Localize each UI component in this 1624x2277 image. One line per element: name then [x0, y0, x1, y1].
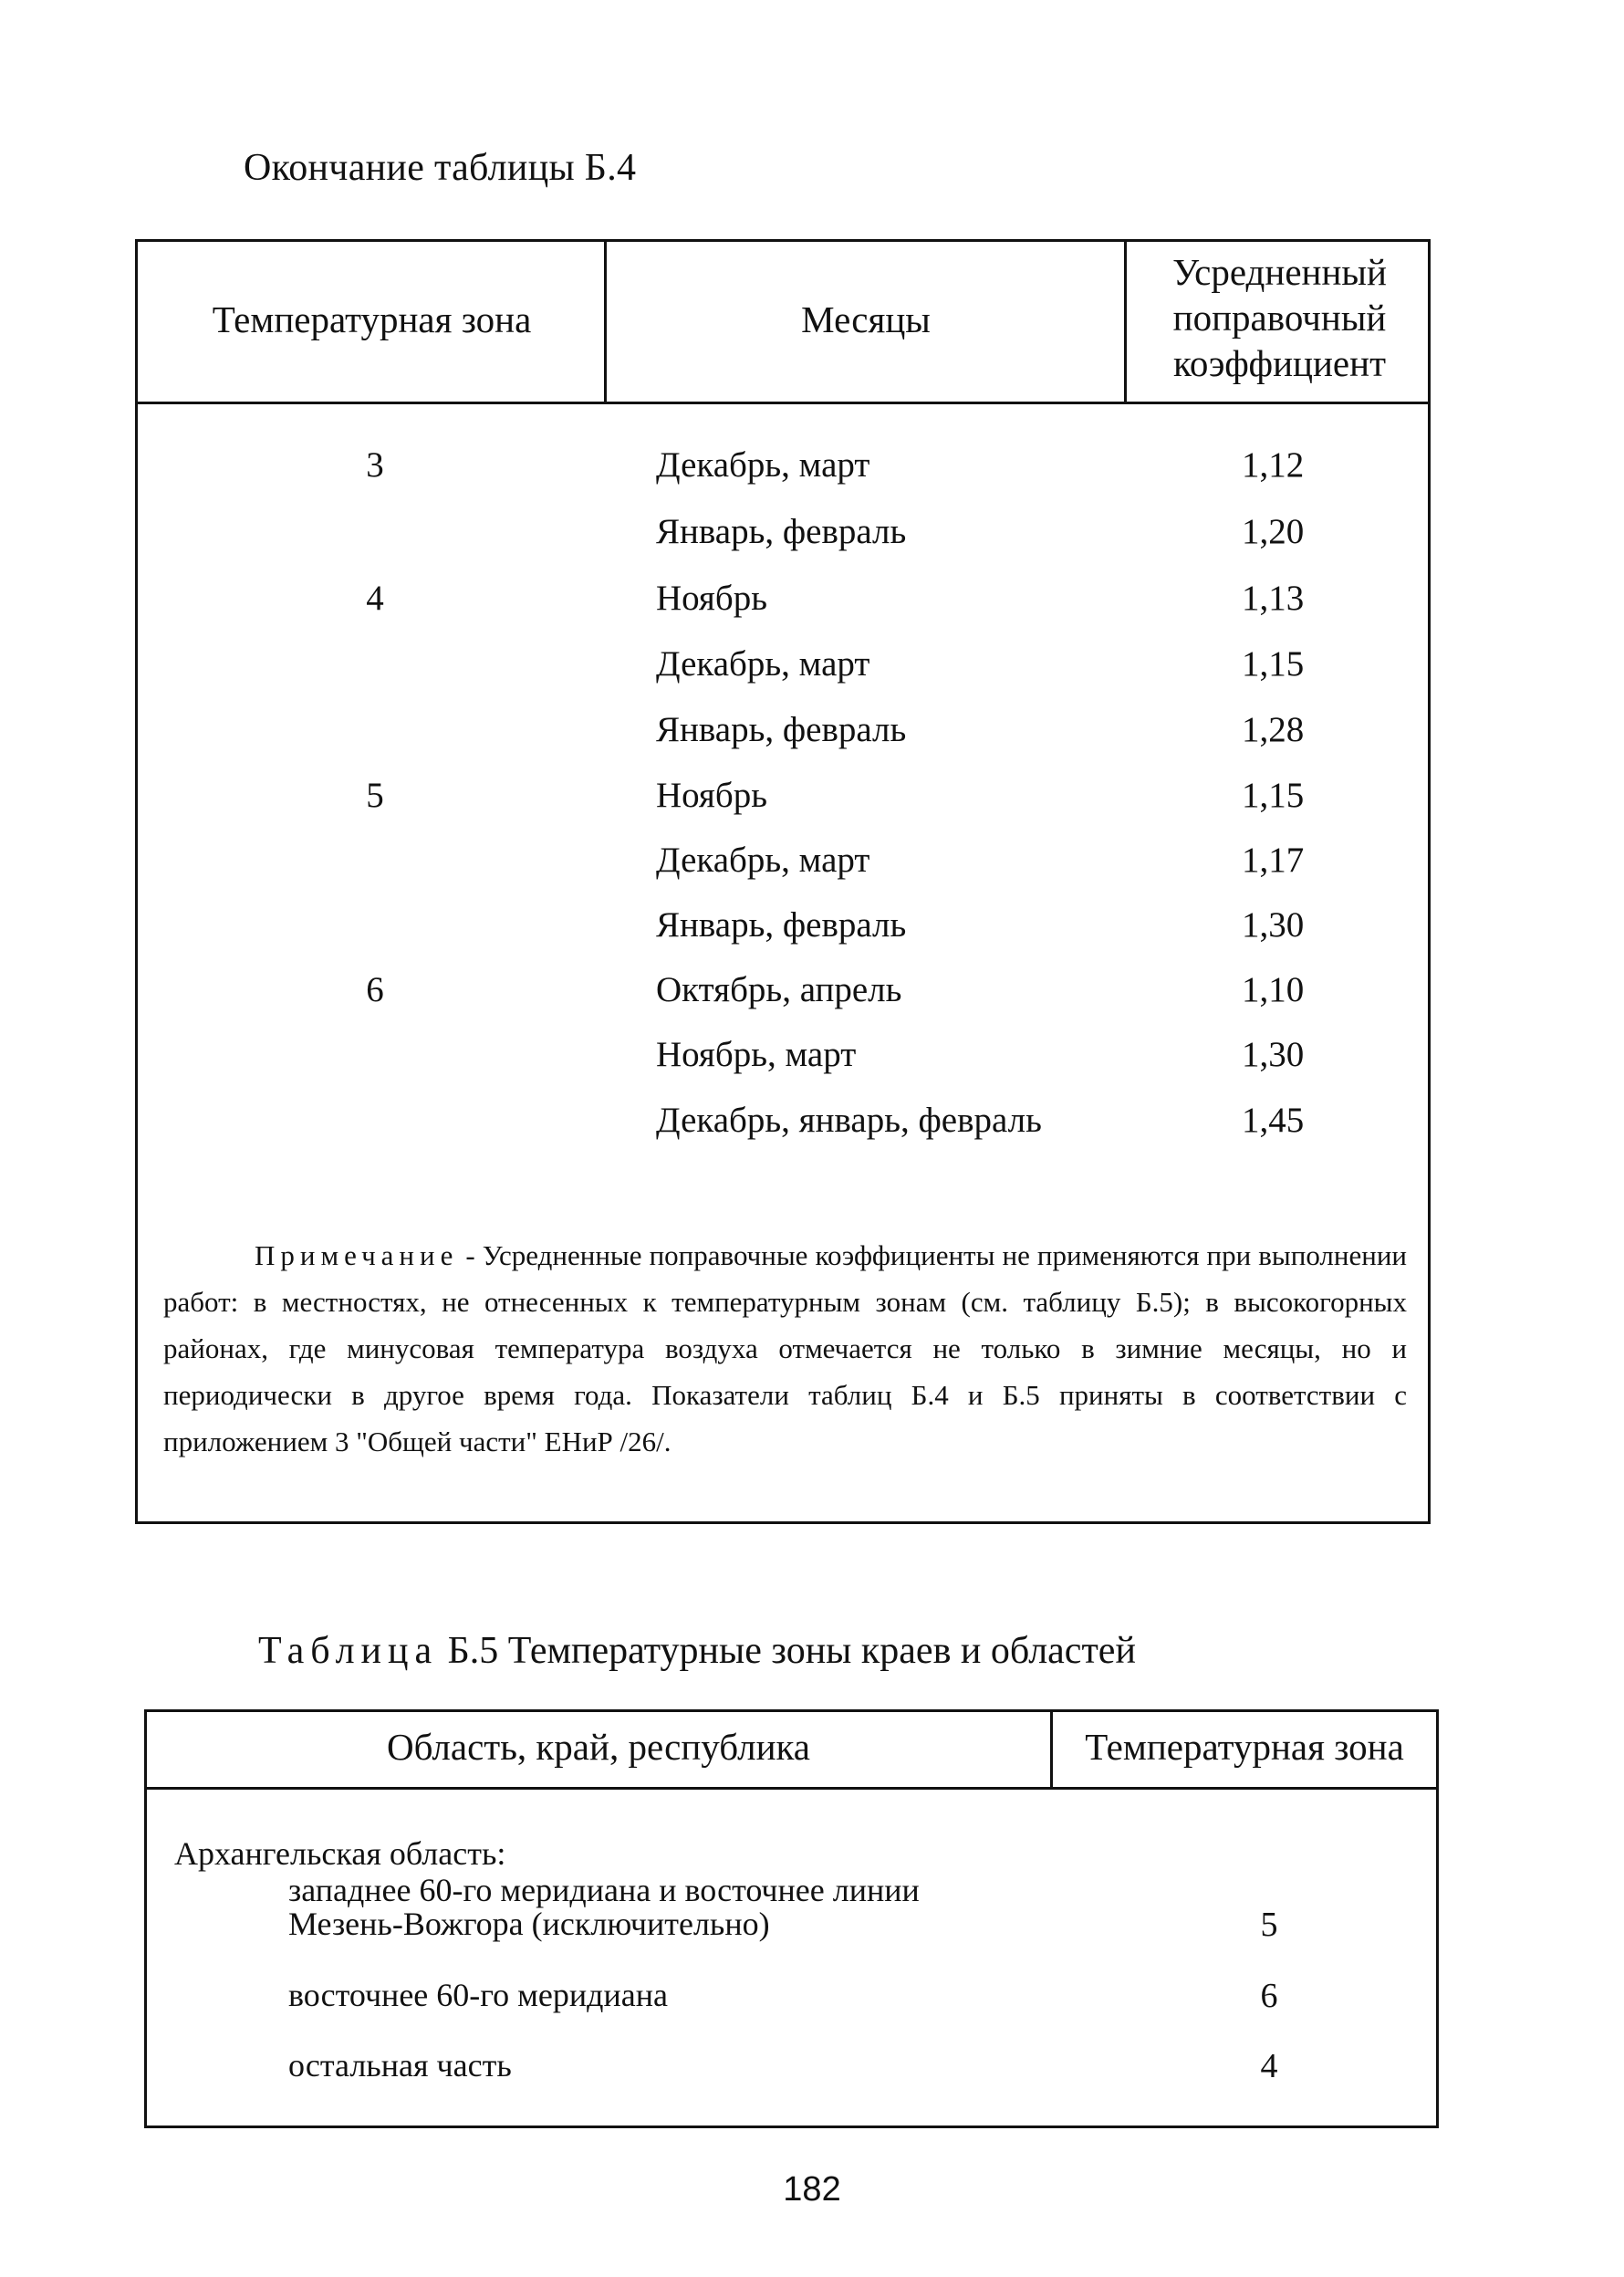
months-cell: Декабрь, март	[656, 841, 870, 880]
table-row	[138, 578, 1428, 632]
region-subarea-line: западнее 60-го меридиана и восточнее линии	[288, 1872, 920, 1908]
months-cell: Январь, февраль	[656, 710, 907, 749]
table-row	[138, 1100, 1428, 1154]
months-cell: Январь, февраль	[656, 512, 907, 551]
table-b5-caption-label: Таблица	[258, 1630, 439, 1672]
region-subarea-line: Мезень-Вожгора (исключительно)	[288, 1906, 770, 1942]
header-temperature-zone: Температурная зона	[1085, 1726, 1404, 1768]
header-coefficient: Усредненный поправочный коэффициент	[1172, 251, 1387, 384]
header-region: Область, край, республика	[386, 1726, 811, 1768]
coefficient-cell: 1,30	[1242, 905, 1305, 945]
header-temperature-zone: Температурная зона	[212, 298, 532, 340]
table-row	[138, 904, 1428, 959]
table-row	[138, 444, 1428, 499]
zone-cell: 6	[1260, 1977, 1278, 2015]
coefficient-cell: 1,28	[1242, 710, 1305, 749]
zone-cell: 4	[366, 579, 384, 618]
coefficient-cell: 1,15	[1242, 644, 1305, 684]
table-row	[138, 1034, 1428, 1089]
region-subarea-line: восточнее 60-го меридиана	[288, 1977, 668, 2013]
table-b5-header	[147, 1712, 1436, 1790]
table-row	[138, 969, 1428, 1024]
table-row	[138, 643, 1428, 698]
coefficient-cell: 1,20	[1242, 512, 1305, 551]
note-text: - Усредненные поправочные коэффициенты не применяются при выполнении работ: в местностях, не отнесенных к температурным зонам (см. таблицу Б.5); в высокогорных районах, где минусовая температура воздуха отмечается не только в зимние месяцы, но и периодически в другое время года. Показатели таблиц Б.4 и Б.5 приняты в соответствии с приложением 3 "Общей части" ЕНиР /26/.	[163, 1239, 1407, 1457]
page-number: 182	[783, 2170, 841, 2209]
region-subarea-line: остальная часть	[288, 2047, 512, 2084]
coefficient-cell: 1,30	[1242, 1035, 1305, 1074]
table-b4	[135, 239, 1431, 1524]
coefficient-cell: 1,13	[1242, 579, 1305, 618]
zone-cell: 4	[1260, 2047, 1278, 2085]
zone-cell: 5	[366, 776, 384, 815]
months-cell: Декабрь, март	[656, 445, 870, 485]
zone-cell: 5	[1260, 1906, 1278, 1944]
coefficient-cell: 1,15	[1242, 776, 1305, 815]
coefficient-cell: 1,45	[1242, 1101, 1305, 1140]
table-row	[138, 840, 1428, 894]
table-row	[138, 709, 1428, 764]
months-cell: Октябрь, апрель	[656, 970, 902, 1009]
zone-cell: 3	[366, 445, 384, 485]
months-cell: Ноябрь	[656, 776, 767, 815]
coefficient-cell: 1,17	[1242, 841, 1305, 880]
months-cell: Ноябрь	[656, 579, 767, 618]
header-months: Месяцы	[801, 298, 931, 340]
table-b5	[144, 1709, 1439, 2128]
table-note	[163, 1232, 1407, 1465]
months-cell: Декабрь, январь, февраль	[656, 1101, 1042, 1140]
coefficient-cell: 1,10	[1242, 970, 1305, 1009]
zone-cell: 6	[366, 970, 384, 1009]
table-b5-caption	[258, 1629, 1136, 1673]
months-cell: Ноябрь, март	[656, 1035, 857, 1074]
table-row	[138, 511, 1428, 566]
table-row	[138, 775, 1428, 830]
table-b4-caption: Окончание таблицы Б.4	[244, 147, 637, 189]
months-cell: Декабрь, март	[656, 644, 870, 684]
coefficient-cell: 1,12	[1242, 445, 1305, 485]
table-b4-header	[138, 242, 1428, 404]
note-lead: Примечание	[255, 1239, 459, 1271]
months-cell: Январь, февраль	[656, 905, 907, 945]
table-b5-caption-title: Б.5 Температурные зоны краев и областей	[447, 1630, 1136, 1672]
region-name: Архангельская область:	[174, 1835, 506, 1872]
